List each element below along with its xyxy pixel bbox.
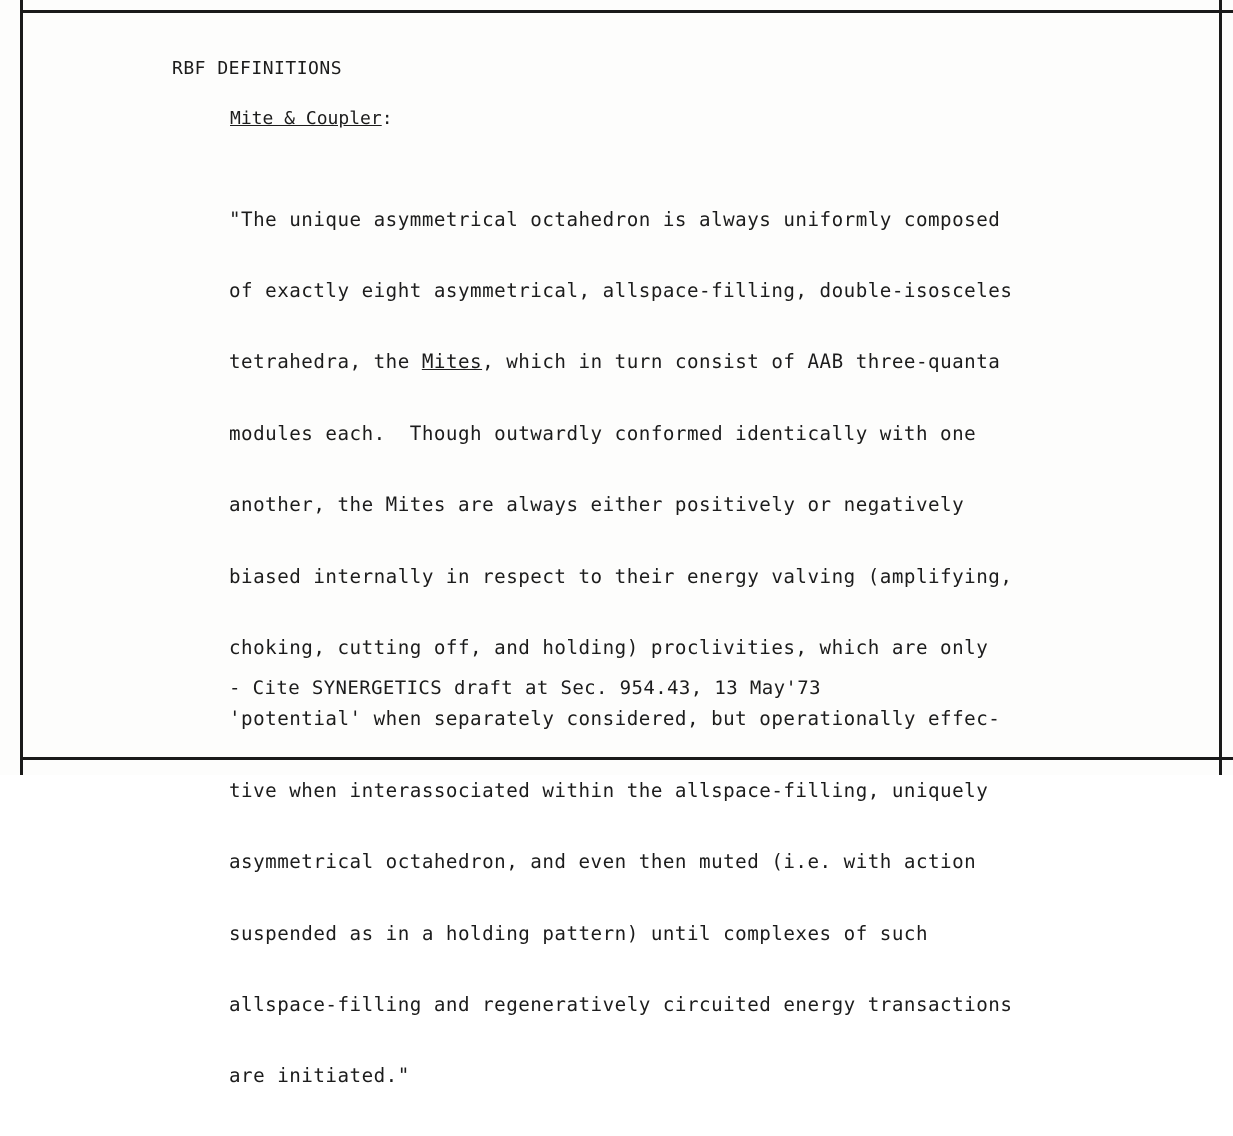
- quote-line: 'potential' when separately considered, but operationally effec-: [229, 707, 1001, 731]
- quote-line: choking, cutting off, and holding) proclivities, which are only: [229, 635, 989, 659]
- quote-line: [229, 350, 1012, 374]
- definition-quote: [229, 160, 1012, 1136]
- frame-left-border: [20, 0, 23, 775]
- frame-top-border: [20, 10, 1233, 13]
- quote-line: suspended as in a holding pattern) until complexes of such: [229, 921, 929, 945]
- quote-line: of exactly eight asymmetrical, allspace-filling, double-isosceles: [229, 278, 1013, 302]
- citation: - Cite SYNERGETICS draft at Sec. 954.43, 13 May'73: [229, 677, 821, 699]
- mites-emphasis: Mites: [421, 350, 483, 374]
- quote-segment: , which in turn consist of AAB three-quanta: [482, 350, 1001, 374]
- document-heading: RBF DEFINITIONS: [172, 58, 343, 79]
- quote-line: allspace-filling and regeneratively circuited energy transactions: [229, 992, 1013, 1016]
- quote-line: another, the Mites are always either positively or negatively: [229, 493, 965, 517]
- frame-right-border: [1219, 0, 1222, 775]
- term-heading: [230, 108, 393, 129]
- quote-line: are initiated.": [229, 1064, 410, 1088]
- quote-line: tive when interassociated within the allspace-filling, uniquely: [229, 778, 989, 802]
- term-colon: :: [381, 108, 393, 129]
- quote-segment: tetrahedra, the: [229, 350, 422, 374]
- quote-line: asymmetrical octahedron, and even then muted (i.e. with action: [229, 850, 977, 874]
- quote-line: biased internally in respect to their energy valving (amplifying,: [229, 564, 1013, 588]
- term-title: Mite & Coupler: [230, 108, 382, 129]
- quote-line: "The unique asymmetrical octahedron is always uniformly composed: [229, 207, 1001, 231]
- quote-line: modules each. Though outwardly conformed identically with one: [229, 421, 977, 445]
